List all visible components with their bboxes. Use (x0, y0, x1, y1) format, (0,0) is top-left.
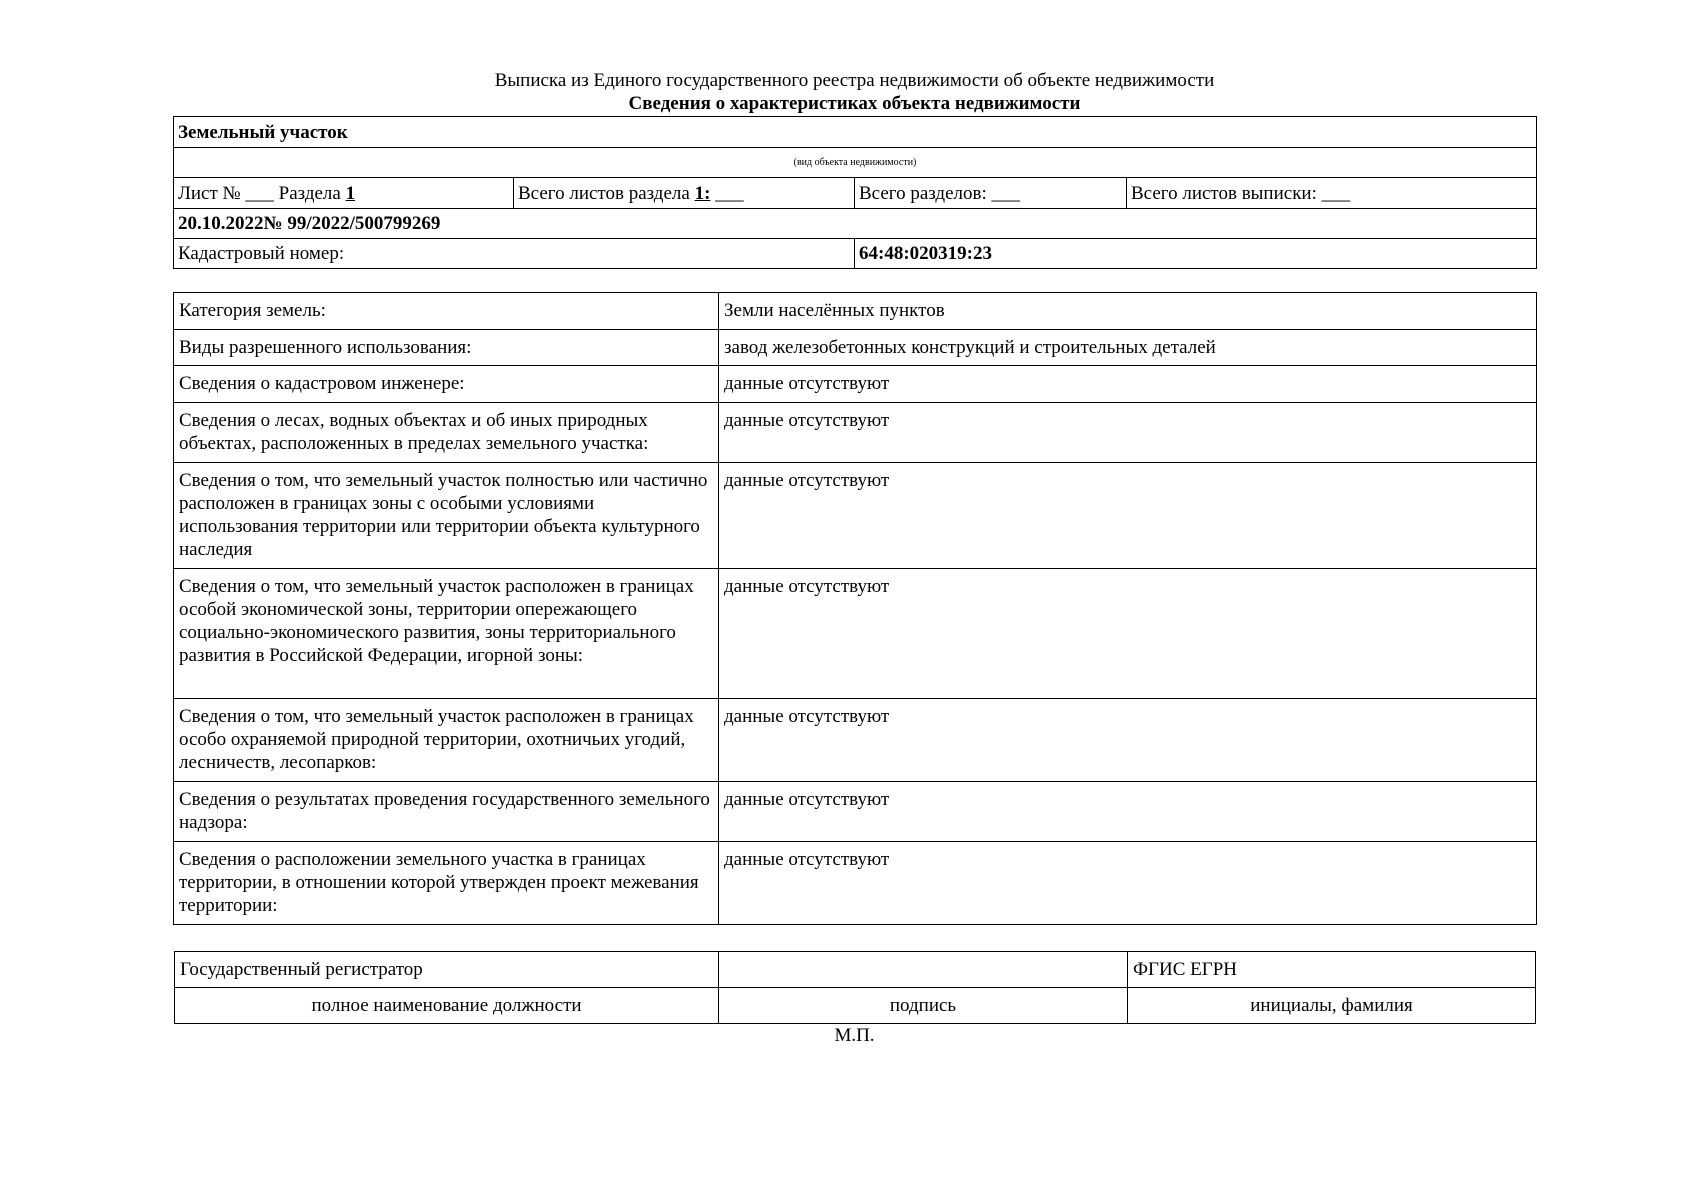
detail-value: данные отсутствуют (719, 699, 1537, 782)
table-row (174, 782, 1537, 842)
detail-value: данные отсутствуют (719, 463, 1537, 569)
document-title: Выписка из Единого государственного реестра недвижимости об объекте недвижимости (494, 70, 1215, 91)
detail-label: Сведения о том, что земельный участок полностью или частично расположен в границах зоны с особыми условиями использования территории или территории объекта культурного наследия (174, 463, 719, 569)
sheet-number-cell (174, 178, 514, 209)
signature-table (174, 951, 1536, 1024)
details-table (173, 292, 1537, 925)
signature-caption: подпись (719, 988, 1128, 1024)
table-row (174, 403, 1537, 463)
sheet-label: Лист № ___ Раздела (178, 182, 346, 204)
object-type: Земельный участок (174, 117, 1537, 148)
table-row (174, 330, 1537, 366)
table-row (174, 569, 1537, 699)
detail-label: Сведения о том, что земельный участок расположен в границах особой экономической зоны, территории опережающего социально-экономического развития, зоны территориального развития в Российской Федерации, игорной зоны: (174, 569, 719, 699)
detail-value: данные отсутствуют (719, 366, 1537, 403)
detail-label: Сведения о кадастровом инженере: (174, 366, 719, 403)
name-caption: инициалы, фамилия (1128, 988, 1536, 1024)
document-subtitle: Сведения о характеристиках объекта недвижимости (628, 93, 1081, 114)
detail-label: Виды разрешенного использования: (174, 330, 719, 366)
detail-value: данные отсутствуют (719, 569, 1537, 699)
detail-value: данные отсутствуют (719, 782, 1537, 842)
section-number: 1 (345, 182, 356, 204)
table-row (174, 463, 1537, 569)
table-row (174, 842, 1537, 925)
table-row (174, 699, 1537, 782)
cadastral-number-label: Кадастровый номер: (174, 239, 855, 269)
detail-label: Сведения о том, что земельный участок расположен в границах особо охраняемой природной территории, охотничьих угодий, лесничеств, лесопарков: (174, 699, 719, 782)
extract-sheets-total: Всего листов выписки: ___ (1127, 178, 1537, 209)
detail-label: Сведения о расположении земельного участка в границах территории, в отношении которой утвержден проект межевания территории: (174, 842, 719, 925)
sections-total: Всего разделов: ___ (855, 178, 1127, 209)
detail-label: Категория земель: (174, 293, 719, 330)
detail-label: Сведения о результатах проведения государственного земельного надзора: (174, 782, 719, 842)
table-row (174, 293, 1537, 330)
object-type-caption: (вид объекта недвижимости) (174, 148, 1537, 178)
sheets-in-section-number: 1: (694, 182, 711, 204)
cadastral-number-value: 64:48:020319:23 (855, 239, 1537, 269)
registrar-name: ФГИС ЕГРН (1128, 952, 1536, 988)
position-caption: полное наименование должности (175, 988, 719, 1024)
date-and-number: 20.10.2022№ 99/2022/500799269 (174, 209, 1537, 239)
sheets-in-section-label: Всего листов раздела (518, 182, 695, 204)
detail-value: данные отсутствуют (719, 842, 1537, 925)
stamp-place: М.П. (834, 1025, 875, 1046)
sheets-in-section-cell (514, 178, 855, 209)
detail-value: данные отсутствуют (719, 403, 1537, 463)
sheets-in-section-blank: ___ (710, 182, 744, 204)
registrar-position: Государственный регистратор (175, 952, 719, 988)
table-row (174, 366, 1537, 403)
detail-value: завод железобетонных конструкций и строительных деталей (719, 330, 1537, 366)
detail-value: Земли населённых пунктов (719, 293, 1537, 330)
detail-label: Сведения о лесах, водных объектах и об иных природных объектах, расположенных в пределах земельного участка: (174, 403, 719, 463)
header-table (173, 116, 1537, 269)
signature-cell (719, 952, 1128, 988)
